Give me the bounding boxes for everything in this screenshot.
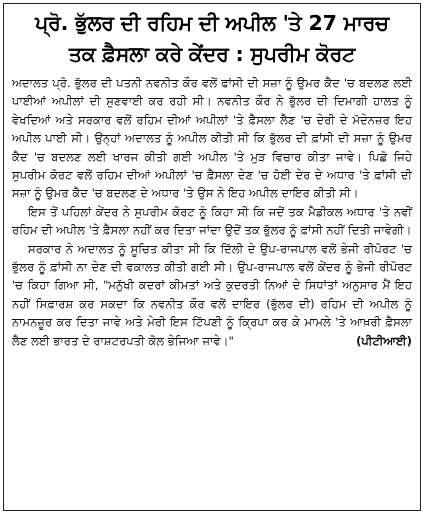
- headline-line-1: ਪ੍ਰੋ. ਭੁੱਲਰ ਦੀ ਰਹਿਮ ਦੀ ਅਪੀਲ 'ਤੇ 27 ਮਾਰਚ: [35, 11, 389, 35]
- news-clipping: [3, 3, 421, 511]
- article-body: [12, 74, 412, 351]
- paragraph-3: ਸਰਕਾਰ ਨੇ ਅਦਾਲਤ ਨੂੰ ਸੂਚਿਤ ਕੀਤਾ ਸੀ ਕਿ ਦਿੱਲੀ ਦੇ ਉਪ-ਰਾਜਪਾਲ ਵਲੋਂ ਭੇਜੀ ਰੀਪੋਰਟ 'ਚ ਭੁੱਲਰ ਨੂੰ ਫ਼ਾਂਸੀ ਨਾ ਦੇਣ ਦੀ ਵਕਾਲਤ ਕੀਤੀ ਗਈ ਸੀ। ਉਪ-ਰਾਜਪਾਲ ਵਲੋਂ ਕੇਂਦਰ ਨੂੰ ਭੇਜੀ ਰੀਪੋਰਟ 'ਚ ਕਿਹਾ ਗਿਆ ਸੀ, "ਮਨੁੱਖੀ ਕਦਰਾਂ ਕੀਮਤਾਂ ਅਤੇ ਕੁਦਰਤੀ ਨਿਆਂ ਦੇ ਸਿਧਾਂਤਾਂ ਅਨੁਸਾਰ ਮੈਂ ਇਹ ਨਹੀਂ ਸਿਫ਼ਾਰਸ਼ ਕਰ ਸਕਦਾ ਕਿ ਨਵਨੀਤ ਕੌਰ ਵਲੋਂ ਦਾਇਰ (ਭੁੱਲਰ ਦੀ) ਰਹਿਮ ਦੀ ਅਪੀਲ ਨੂੰ ਨਾਮਨਜ਼ੂਰ ਕਰ ਦਿਤਾ ਜਾਵੇ ਅਤੇ ਮੇਰੀ ਇਸ ਟਿੱਪਣੀ ਨੂੰ ਕ੍ਰਿਪਾ ਕਰ ਕੇ ਮਾਮਲੇ 'ਤੇ ਆਖ਼ਰੀ ਫ਼ੈਸਲਾ ਲੈਣ ਲਈ ਭਾਰਤ ਦੇ ਰਾਸ਼ਟਰਪਤੀ ਕੋਲ ਭੇਜਿਆ ਜਾਵੇ।": [12, 241, 412, 348]
- headline-line-2: ਤਕ ਫ਼ੈਸਲਾ ਕਰੇ ਕੇਂਦਰ : ਸੁਪਰੀਮ ਕੋਰਟ: [68, 42, 356, 66]
- paragraph-1: ਅਦਾਲਤ ਪ੍ਰੋ. ਭੁੱਲਰ ਦੀ ਪਤਨੀ ਨਵਨੀਤ ਕੌਰ ਵਲੋਂ ਫਾਂਸੀ ਦੀ ਸਜ਼ਾ ਨੂੰ ਉਮਰ ਕੈਦ 'ਚ ਬਦਲਣ ਲਈ ਪਾਈਆਂ ਅਪੀਲਾਂ ਦੀ ਸੁਣਵਾਈ ਕਰ ਰਹੀ ਸੀ। ਨਵਨੀਤ ਕੌਰ ਨੇ ਭੁੱਲਰ ਦੀ ਦਿਮਾਗੀ ਹਾਲਤ ਨੂੰ ਵੇਖਦਿਆਂ ਅਤੇ ਸਰਕਾਰ ਵਲੋਂ ਰਹਿਮ ਦੀਆਂ ਅਪੀਲਾਂ 'ਤੇ ਫ਼ੈਸਲਾ ਲੈਣ 'ਚ ਦੇਰੀ ਦੇ ਮੱਦੇਨਜ਼ਰ ਇਹ ਅਪੀਲ ਪਾਈ ਸੀ। ਉਨ੍ਹਾਂ ਅਦਾਲਤ ਨੂੰ ਅਪੀਲ ਕੀਤੀ ਸੀ ਕਿ ਭੁੱਲਰ ਦੀ ਫ਼ਾਂਸੀ ਦੀ ਸਜ਼ਾ ਨੂੰ ਉਮਰ ਕੈਦ 'ਚ ਬਦਲਣ ਲਈ ਖਾਰਜ ਕੀਤੀ ਗਈ ਅਪੀਲ 'ਤੇ ਮੁੜ ਵਿਚਾਰ ਕੀਤਾ ਜਾਵੇ। ਪਿਛੋ ਜਿਹੇ ਸੁਪਰੀਮ ਕੋਰਟ ਵਲੋਂ ਰਹਿਮ ਦੀਆਂ ਅਪੀਲਾਂ 'ਚ ਫ਼ੈਸਲਾ ਦੇਣ 'ਚ ਹੋਈ ਦੇਰ ਦੇ ਅਧਾਰ 'ਤੇ ਫ਼ਾਂਸੀ ਦੀ ਸਜ਼ਾ ਨੂੰ ਉਮਰ ਕੈਦ 'ਚ ਬਦਲਣ ਦੇ ਅਧਾਰ 'ਤੇ ਉਸ ਨੇ ਇਹ ਅਪੀਲ ਦਾਇਰ ਕੀਤੀ ਸੀ।: [12, 76, 412, 201]
- headline: [12, 8, 412, 70]
- paragraph-2: ਇਸ ਤੋਂ ਪਹਿਲਾਂ ਕੇਂਦਰ ਨੇ ਸੁਪਰੀਮ ਕੋਰਟ ਨੂੰ ਕਿਹਾ ਸੀ ਕਿ ਜਦੋਂ ਤਕ ਮੈਡੀਕਲ ਅਧਾਰ 'ਤੇ ਨਵੀਂ ਰਹਿਮ ਦੀ ਅਪੀਲ 'ਤੇ ਫ਼ੈਸਲਾ ਨਹੀਂ ਕਰ ਦਿਤਾ ਜਾਂਦਾ ਉਦੋਂ ਤਕ ਭੁੱਲਰ ਨੂੰ ਫ਼ਾਂਸੀ ਨਹੀਂ ਦਿਤੀ ਜਾਵੇਗੀ।: [12, 204, 412, 238]
- byline: (ਪੀਟੀਆਈ): [356, 334, 412, 349]
